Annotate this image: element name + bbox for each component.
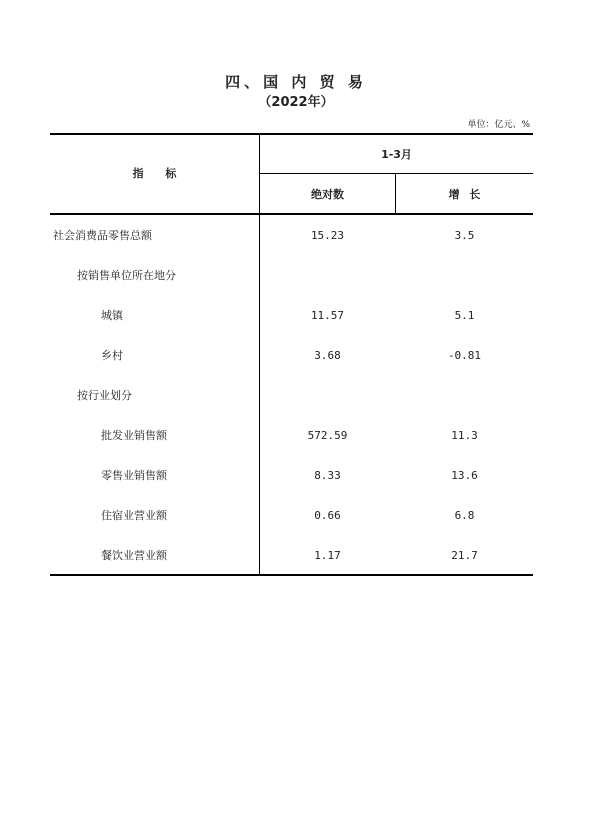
header-absolute: 绝对数 [311, 188, 344, 201]
header-bottom-rule [50, 213, 533, 215]
row-growth: -0.81 [447, 349, 482, 362]
row-label: 批发业销售额 [101, 429, 167, 442]
row-label: 社会消费品零售总额 [53, 229, 152, 242]
page-title: 四、国 内 贸 易 [225, 73, 367, 91]
row-label: 住宿业营业额 [101, 509, 167, 522]
row-label: 餐饮业营业额 [101, 549, 167, 562]
row-label: 城镇 [101, 309, 123, 322]
row-absolute: 572.59 [307, 429, 348, 442]
header-indicator: 指 标 [132, 167, 177, 180]
row-label: 按销售单位所在地分 [77, 269, 176, 282]
row-growth: 13.6 [451, 469, 478, 482]
page-subtitle: （2022年） [258, 95, 334, 110]
row-absolute: 3.68 [314, 349, 341, 362]
table-top-rule [50, 133, 533, 135]
table-bottom-rule [50, 574, 533, 576]
row-growth: 3.5 [454, 229, 475, 242]
row-label: 乡村 [101, 349, 123, 362]
row-absolute: 11.57 [310, 309, 345, 322]
row-absolute: 1.17 [314, 549, 341, 562]
row-absolute: 8.33 [314, 469, 341, 482]
row-growth: 5.1 [454, 309, 475, 322]
row-growth: 6.8 [454, 509, 475, 522]
row-label: 按行业划分 [77, 389, 132, 402]
unit-note: 单位：亿元、% [467, 120, 530, 130]
row-growth: 11.3 [451, 429, 478, 442]
header-period: 1-3月 [381, 148, 412, 161]
row-growth: 21.7 [451, 549, 478, 562]
header-mid-rule [259, 173, 533, 174]
row-label: 零售业销售额 [101, 469, 167, 482]
row-absolute: 15.23 [310, 229, 345, 242]
header-growth: 增 长 [448, 188, 481, 201]
row-absolute: 0.66 [314, 509, 341, 522]
